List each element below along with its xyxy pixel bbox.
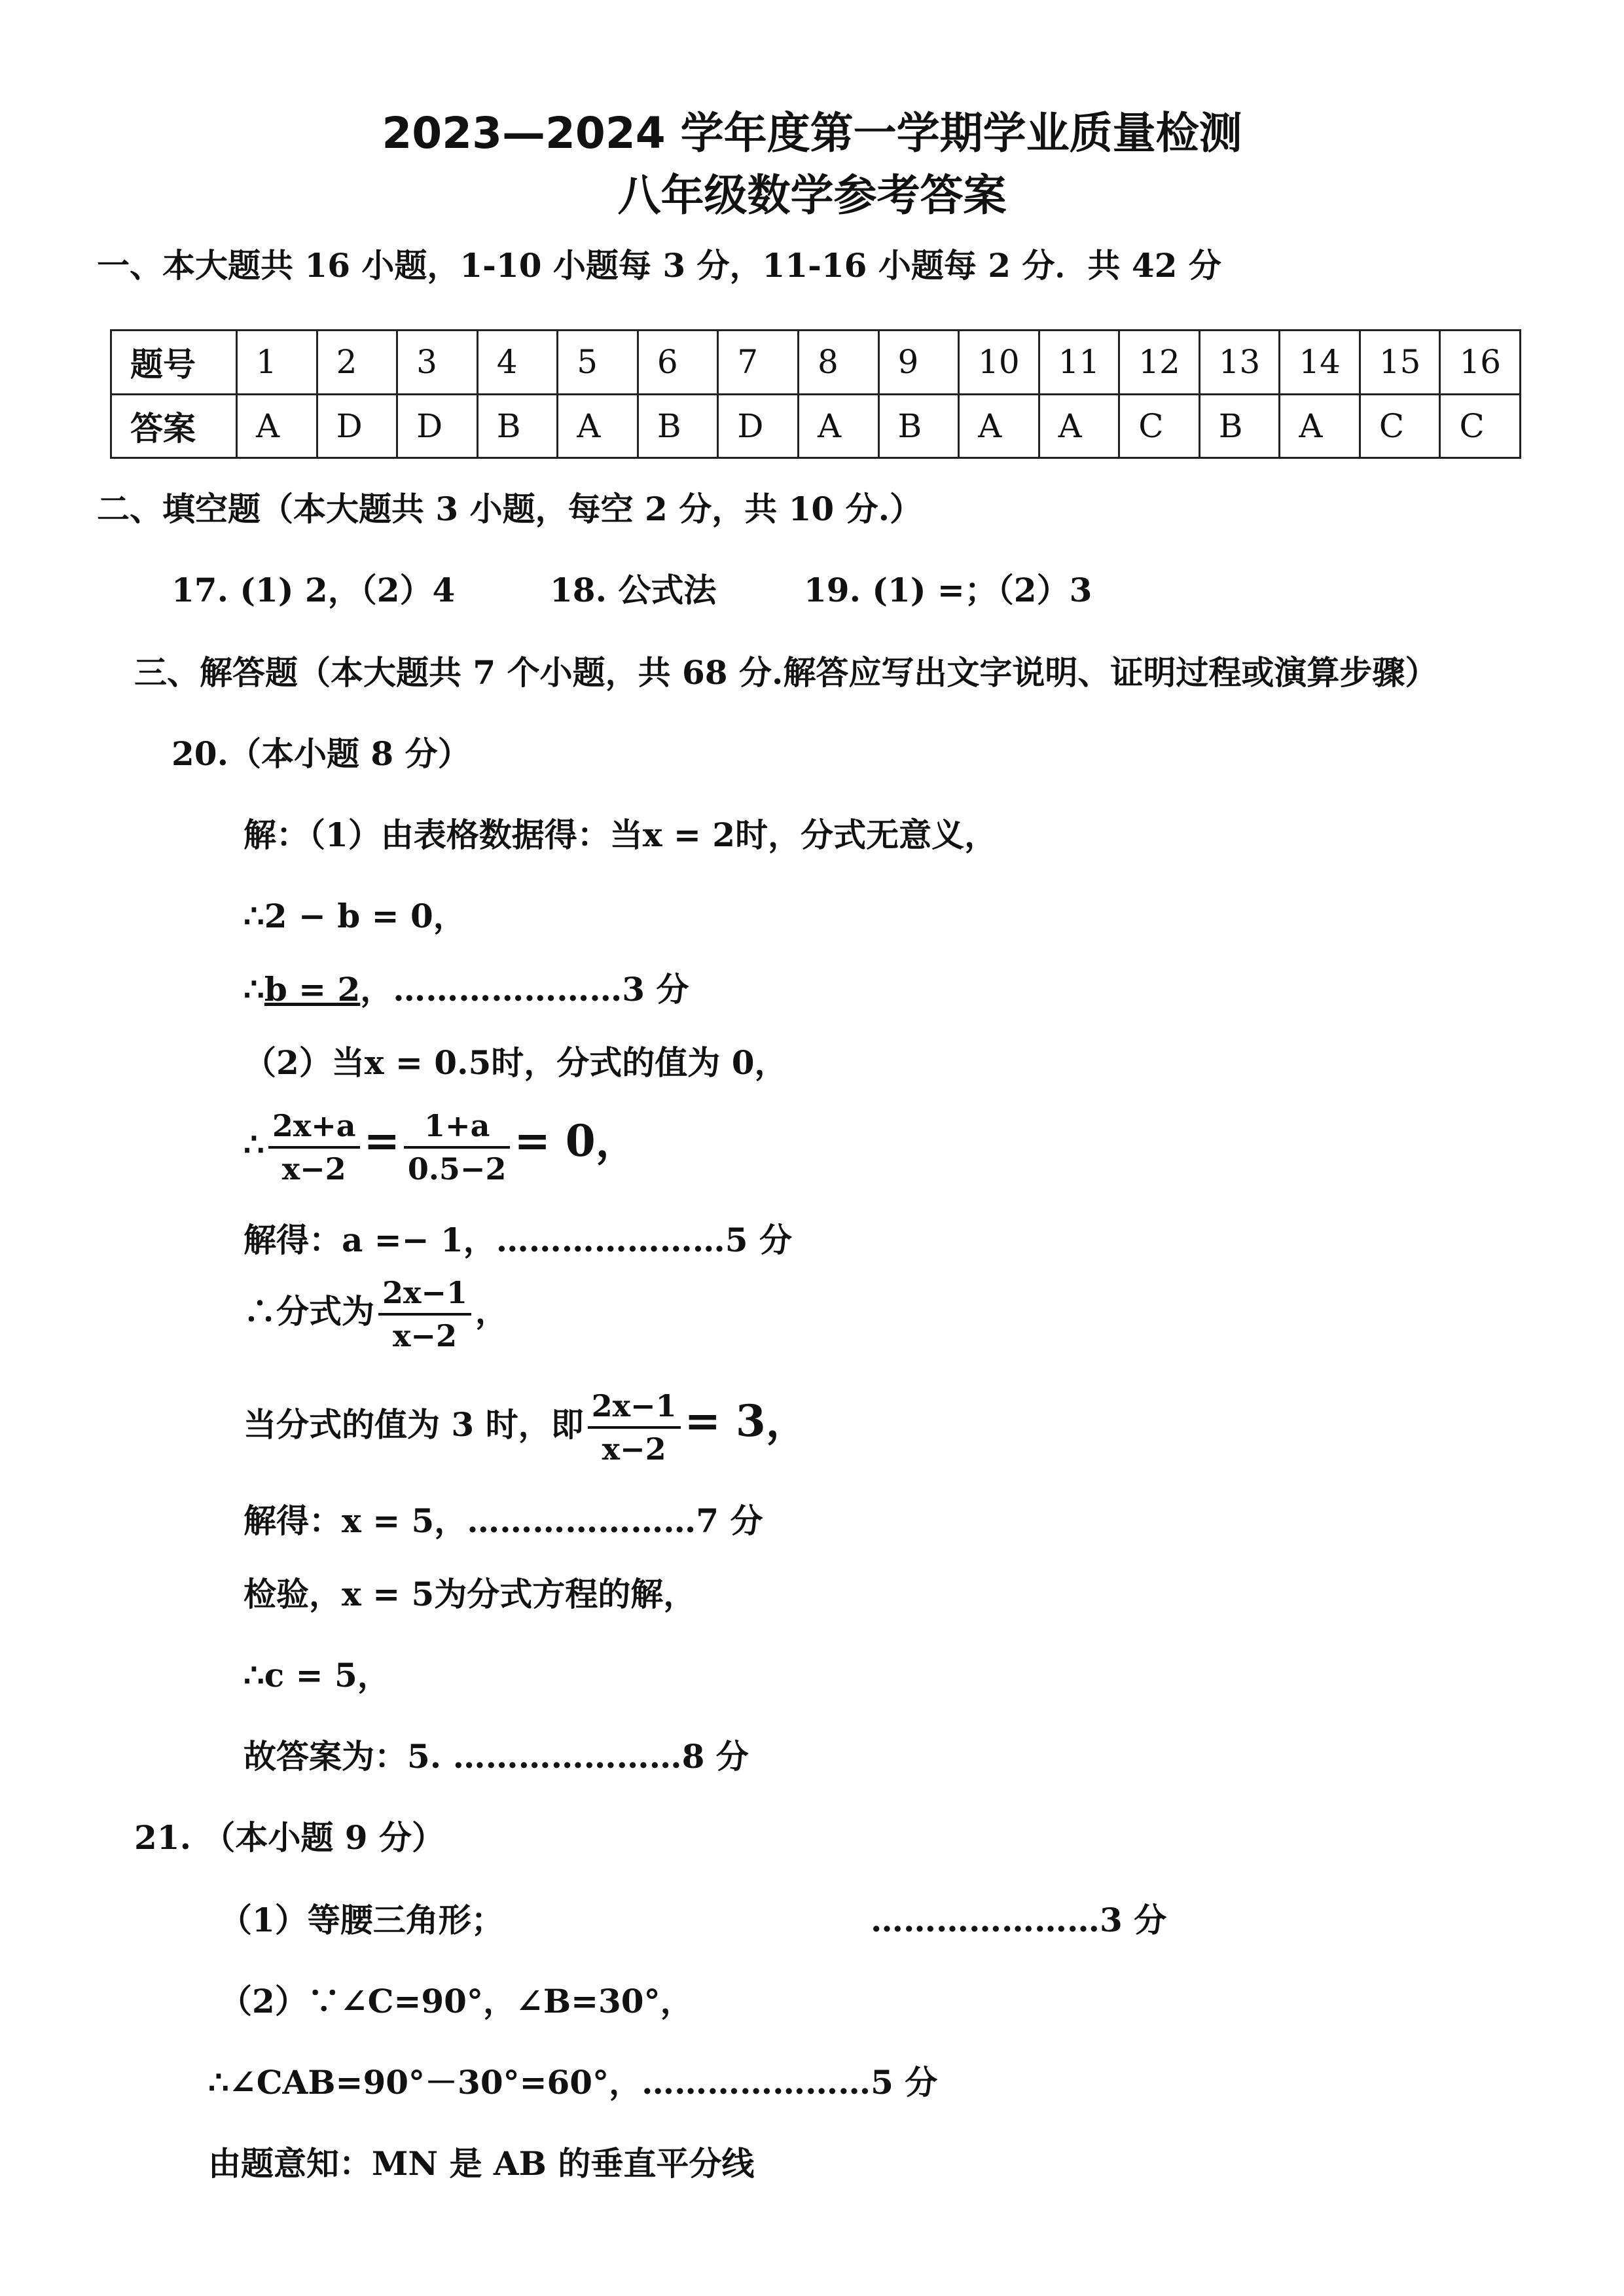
table-cell-number: 9 [878,331,959,395]
table-cell-number: 7 [718,331,799,395]
table-cell-number: 2 [317,331,397,395]
table-cell-number: 3 [397,331,478,395]
section-2-heading: 二、填空题（本大题共 3 小题，每空 2 分，共 10 分.） [97,490,923,528]
table-cell-number: 13 [1199,331,1280,395]
table-cell-number: 11 [1039,331,1119,395]
table-cell-number: 12 [1119,331,1200,395]
table-cell-answer: A [798,394,878,458]
table-cell-number: 14 [1280,331,1360,395]
q21-line-3: ∴∠CAB=90°－30°=60°，…………………5 分 [208,2063,938,2102]
fraction [588,1388,681,1467]
table-cell-number: 6 [638,331,718,395]
q20-line-5 [244,1106,639,1187]
table-cell-answer: A [959,394,1039,458]
table-cell-number: 16 [1440,331,1521,395]
answer-q18: 18. 公式法 [550,571,717,609]
q21-line-1: （1）等腰三角形； [219,1901,504,1939]
q20-header: 20.（本小题 8 分） [171,734,471,773]
table-cell-answer: A [558,394,638,458]
table-row-answers [111,394,1521,458]
therefore-symbol: ∴ [244,1125,264,1164]
answer-q17: 17. (1) 2，（2）4 [171,571,456,609]
table-cell-number: 4 [477,331,558,395]
table-cell-answer: B [1199,394,1280,458]
q20-line-12: 故答案为：5. …………………8 分 [244,1737,749,1776]
table-cell-number: 1 [237,331,317,395]
table-cell-answer: B [477,394,558,458]
title-line-1: 2023—2024 学年度第一学期学业质量检测 [382,108,1242,158]
table-label-answer: 答案 [111,394,237,458]
numerator: 1+a [404,1108,511,1149]
q21-line-2: （2）∵∠C=90°，∠B=30°， [219,1982,693,2020]
answer-table [110,329,1521,459]
table-cell-answer: D [397,394,478,458]
score-note: ，…………………3 分 [360,970,689,1009]
table-cell-answer: C [1440,394,1521,458]
table-cell-answer: B [878,394,959,458]
q21-line-1-score: …………………3 分 [871,1901,1167,1939]
fraction [404,1108,511,1187]
section-1-heading: 一、本大题共 16 小题，1-10 小题每 3 分，11-16 小题每 2 分．共 42 分 [97,246,1221,285]
answer-q19: 19. (1) =；（2）3 [804,571,1092,609]
table-cell-answer: B [638,394,718,458]
fraction [378,1275,471,1354]
q21-line-4: 由题意知：MN 是 AB 的垂直平分线 [208,2144,755,2183]
q20-line-2: ∴2 − b = 0， [244,897,466,935]
q20-line-10: 检验，x = 5为分式方程的解， [244,1575,696,1613]
q20-line-9: 解得：x = 5，…………………7 分 [244,1501,763,1540]
table-cell-answer: D [718,394,799,458]
equals-sign: = [363,1115,400,1166]
denominator: x−2 [281,1151,346,1187]
table-label-number: 题号 [111,331,237,395]
text-prefix: 当分式的值为 3 时，即 [244,1405,584,1444]
q20-line-4: （2）当x = 0.5时，分式的值为 0， [244,1043,787,1082]
denominator: x−2 [393,1318,457,1354]
q20-line-3 [244,963,689,1011]
numerator: 2x+a [268,1108,360,1149]
table-cell-answer: A [1039,394,1119,458]
table-cell-answer: A [1280,394,1360,458]
therefore-symbol: ∴ [244,970,264,1009]
equation-tail: = 3， [684,1395,809,1446]
title-line-2: 八年级数学参考答案 [617,170,1007,221]
table-cell-number: 15 [1360,331,1440,395]
q20-line-6: 解得：a =− 1，…………………5 分 [244,1221,792,1259]
denominator: 0.5−2 [407,1151,507,1187]
table-cell-number: 5 [558,331,638,395]
q20-line-1: 解：（1）由表格数据得：当x = 2时，分式无意义， [244,816,998,854]
table-cell-answer: C [1360,394,1440,458]
denominator: x−2 [602,1431,666,1467]
section-3-heading: 三、解答题（本大题共 7 个小题，共 68 分.解答应写出文字说明、证明过程或演算步骤） [134,653,1438,692]
table-cell-number: 10 [959,331,1039,395]
text-prefix: ∴分式为 [244,1292,374,1331]
table-cell-answer: C [1119,394,1200,458]
equation-tail: = 0， [514,1115,639,1166]
q20-line-7 [244,1275,508,1354]
table-row-numbers [111,331,1521,395]
underlined-result: b = 2 [264,970,361,1009]
text-tail: ， [475,1292,508,1331]
numerator: 2x−1 [588,1388,681,1429]
numerator: 2x−1 [378,1275,471,1316]
q21-header: 21. （本小题 9 分） [134,1818,444,1857]
table-cell-number: 8 [798,331,878,395]
fraction [268,1108,360,1187]
table-cell-answer: A [237,394,317,458]
table-cell-answer: D [317,394,397,458]
q20-line-11: ∴c = 5， [244,1656,390,1695]
q20-line-8 [244,1386,809,1467]
